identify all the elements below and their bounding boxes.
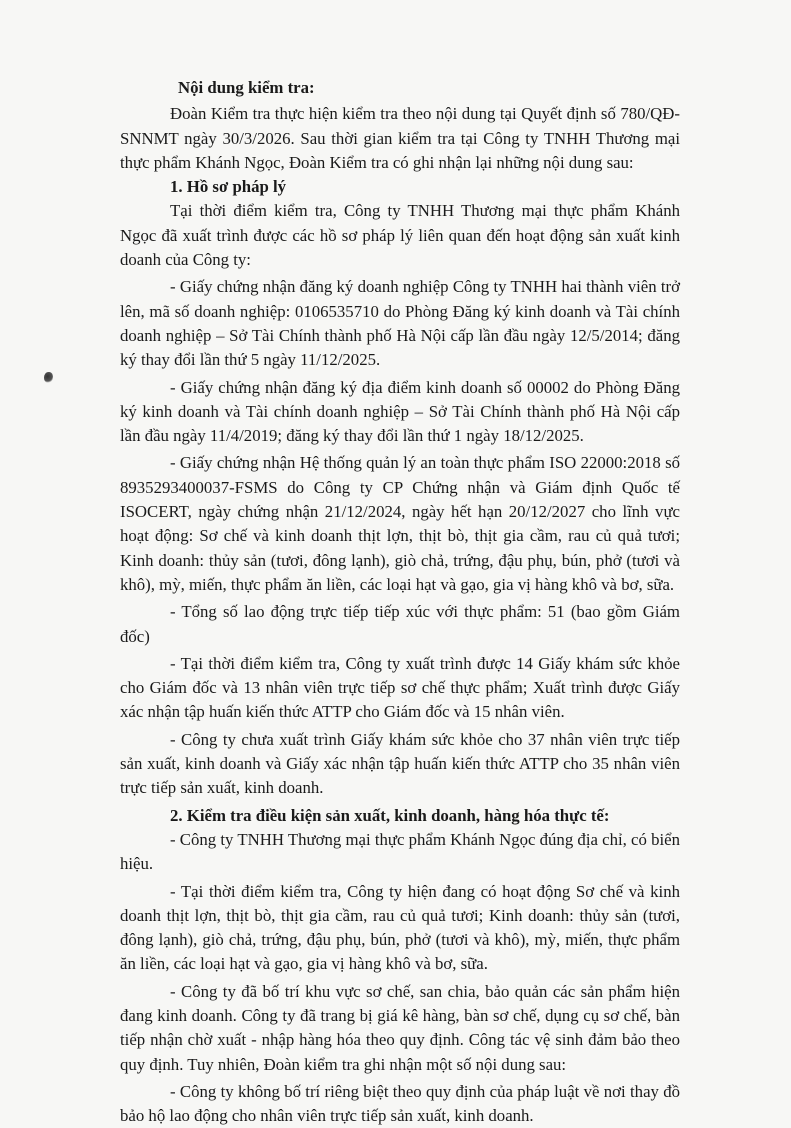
section-2-paragraph: - Tại thời điểm kiểm tra, Công ty hiện đang có hoạt động Sơ chế và kinh doanh thịt lợn, thịt bò, thịt gia cầm, rau củ quả tươi; Kinh doanh: thủy sản (tươi, đông lạnh), giò chả, trứng, đậu phụ, bún, phở (tươi và khô), mỳ, miến, thực phẩm ăn liền, các loại hạt và gạo, gia vị hàng khô và bơ, sữa.	[120, 881, 680, 974]
section-1-paragraph: - Công ty chưa xuất trình Giấy khám sức khỏe cho 37 nhân viên trực tiếp sản xuất, kinh doanh và Giấy xác nhận tập huấn kiến thức ATTP cho 35 nhân viên trực tiếp sản xuất, kinh doanh.	[120, 729, 680, 798]
ink-smudge	[44, 372, 53, 383]
section-1-paragraph: - Tổng số lao động trực tiếp tiếp xúc với thực phẩm: 51 (bao gồm Giám đốc)	[120, 602, 680, 646]
section-2-paragraph: - Công ty TNHH Thương mại thực phẩm Khánh Ngọc đúng địa chỉ, có biển hiệu.	[120, 829, 680, 874]
section-1-title: 1. Hồ sơ pháp lý	[170, 177, 287, 197]
section-2-paragraph: - Công ty đã bố trí khu vực sơ chế, san chia, bảo quản các sản phẩm hiện đang kinh doanh. Công ty đã trang bị giá kê hàng, bàn sơ chế, dụng cụ sơ chế, bàn tiếp nhận chờ xuất - nhập hàng hóa theo quy định. Công tác vệ sinh đảm bảo theo quy định. Tuy nhiên, Đoàn kiểm tra ghi nhận một số nội dung sau:	[120, 981, 680, 1074]
intro-paragraph: Đoàn Kiểm tra thực hiện kiểm tra theo nội dung tại Quyết định số 780/QĐ-SNNMT ngày 30/3/2026. Sau thời gian kiểm tra tại Công ty TNHH Thương mại thực phẩm Khánh Ngọc, Đoàn Kiểm tra có ghi nhận lại những nội dung sau:	[120, 104, 680, 172]
section-2-title: 2. Kiểm tra điều kiện sản xuất, kinh doanh, hàng hóa thực tế:	[170, 805, 610, 825]
section-1-paragraph: - Giấy chứng nhận đăng ký địa điểm kinh doanh số 00002 do Phòng Đăng ký kinh doanh và Tài chính doanh nghiệp – Sở Tài Chính thành phố Hà Nội cấp lần đầu ngày 11/4/2019; đăng ký thay đổi lần thứ 1 ngày 18/12/2025.	[120, 377, 680, 446]
section-1-paragraph: Tại thời điểm kiểm tra, Công ty TNHH Thương mại thực phẩm Khánh Ngọc đã xuất trình được các hồ sơ pháp lý liên quan đến hoạt động sản xuất kinh doanh của Công ty:	[120, 201, 680, 270]
section-1-paragraph: - Giấy chứng nhận Hệ thống quản lý an toàn thực phẩm ISO 22000:2018 số 8935293400037-FSMS do Công ty CP Chứng nhận và Giám định Quốc tế ISOCERT, ngày chứng nhận 21/12/2024, ngày hết hạn 20/12/2027 cho lĩnh vực hoạt động: Sơ chế và kinh doanh thịt lợn, thịt bò, thịt gia cầm, rau củ quả tươi; Kinh doanh: thủy sản (tươi, đông lạnh), giò chả, trứng, đậu phụ, bún, phở (tươi và khô), mỳ, miến, thực phẩm ăn liền, các loại hạt và gạo, gia vị hàng khô và bơ, sữa.	[120, 453, 680, 594]
section-1-paragraph: - Giấy chứng nhận đăng ký doanh nghiệp Công ty TNHH hai thành viên trở lên, mã số doanh nghiệp: 0106535710 do Phòng Đăng ký kinh doanh và Tài chính doanh nghiệp – Sở Tài Chính thành phố Hà Nội cấp lần đầu ngày 12/5/2014; đăng ký thay đổi lần thứ 5 ngày 11/12/2025.	[120, 277, 680, 370]
document-heading: Nội dung kiểm tra:	[178, 78, 315, 97]
section-1-paragraph: - Tại thời điểm kiểm tra, Công ty xuất trình được 14 Giấy khám sức khỏe cho Giám đốc và 13 nhân viên trực tiếp sơ chế thực phẩm; Xuất trình được Giấy xác nhận tập huấn kiến thức ATTP cho Giám đốc và 15 nhân viên.	[120, 653, 680, 722]
document-body	[120, 76, 680, 1128]
section-2-paragraph: - Công ty không bố trí riêng biệt theo quy định của pháp luật về nơi thay đồ bảo hộ lao động cho nhân viên trực tiếp sản xuất, kinh doanh.	[120, 1081, 680, 1126]
